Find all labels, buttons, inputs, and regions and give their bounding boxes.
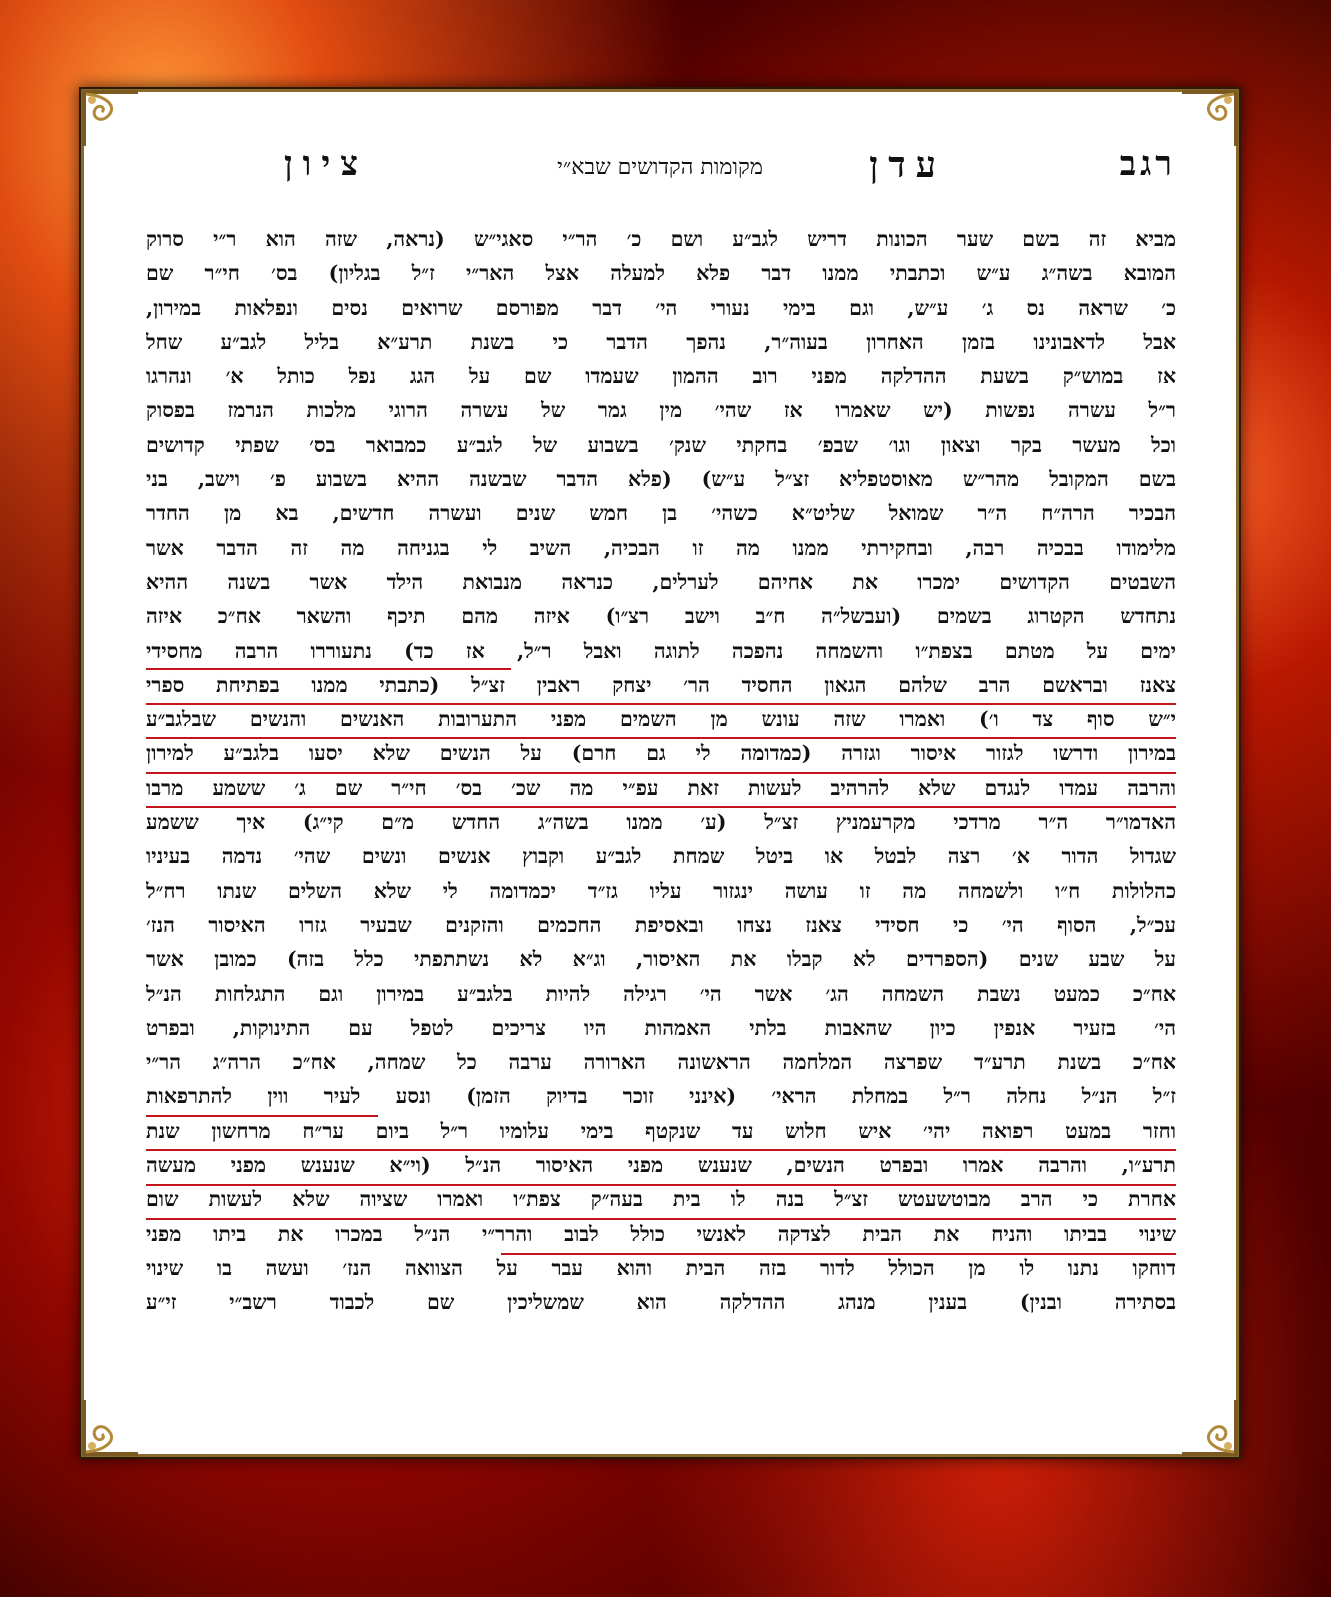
text-line: בסתירה ובנין) בענין מנהג ההדלקה הוא שמשליכין שם לכבוד רשב״י זי״ע — [146, 1290, 1176, 1315]
highlight-underline — [146, 1115, 378, 1117]
text-line: הבכיר הרה״ח ה״ר שמואל שליט״א כשהי׳ בן חמש שנים ועשרה חדשים, בא מן החדר — [146, 501, 1176, 526]
highlight-underline — [146, 668, 511, 670]
header-title-right: רגב — [1119, 144, 1176, 184]
text-line: צאנז ובראשם הרב שלהם הגאון החסיד הר׳ יצחק ראבין זצ״ל (כתבתי ממנו בפתיחת ספרי — [146, 672, 1176, 697]
text-line: האדמו״ר ה״ר מרדכי מקרעמניץ זצ״ל (ע׳ ממנו בשה״ג החדש מ״ם קי״ג) איך ששמע — [146, 810, 1176, 835]
running-header — [144, 144, 1176, 190]
highlight-underline — [146, 703, 1176, 705]
text-line: שגדול הדור א׳ רצה לבטל או ביטל שמחת לגב״ע וקבוץ אנשים ונשים שהי׳ נדמה בעיניו — [146, 844, 1176, 869]
text-line: המובא בשה״ג ע״ש וכתבתי ממנו דבר פלא למעלה אצל האר״י ז״ל בגליון) בס׳ חי״ר שם — [146, 261, 1176, 286]
text-line: אח״כ כמעט נשבת השמחה הג׳ אשר הי׳ רגילה להיות בלגב״ע במירון וגם התגלחות הנ״ל — [146, 981, 1176, 1006]
text-line: על שבע שנים (הספרדים לא קבלו את האיסור, וג״א לא נשתתפתי כלל בזה) כמובן אשר — [146, 947, 1176, 972]
text-line: דוחקו נתנו לו מן הכולל לדור בזה הבית והוא עבר על הצוואה הנז׳ ועשה בו שינוי — [146, 1255, 1176, 1280]
text-line: ר״ל עשרה נפשות (יש שאמרו אז שהי׳ מין גמר של עשרה הרוגי מלכות הנרמז בפסוק — [146, 398, 1176, 423]
highlight-underline — [146, 806, 1176, 808]
text-line: והרבה עמדו לנגדם שלא להרהיב לעשות זאת עפ״י מה שכ׳ בס׳ חי״ר שם ג׳ ששמע מרבו — [146, 775, 1176, 800]
smudge-overlay — [400, 1412, 800, 1438]
highlight-underline — [146, 737, 1176, 739]
corner-ornament-icon — [78, 86, 142, 150]
text-line: וחזר במעט רפואה יהי׳ איש חלוש עד שנקטף בימי עלומיו ר״ל ביום ער״ח מרחשון שנת — [146, 1118, 1176, 1143]
body-text — [146, 222, 1176, 1320]
header-subtitle: מקומות הקדושים שבא״י — [557, 155, 763, 180]
corner-ornament-icon — [78, 1396, 142, 1460]
text-line: נתחדש הקטרוג בשמים (ועבשל״ה ח״ב וישב רצ״ו) איזה מהם תיכף והשאר אח״כ איזה — [146, 604, 1176, 629]
highlight-underline — [146, 772, 1176, 774]
header-title-left: ציון — [284, 144, 369, 184]
text-line: וכל מעשר בקר וצאון וגו׳ שבפ׳ בחקתי שנק׳ בשבוע של לגב״ע כמבואר בס׳ שפתי קדושים — [146, 432, 1176, 457]
text-line: מביא זה בשם שער הכונות דריש לגב״ע ושם כ׳ הר״י סאגי״ש (נראה, שזה הוא ר״י סרוק — [146, 227, 1176, 251]
header-title-center-right: עדן — [869, 144, 946, 186]
text-line: השבטים הקדושים ימכרו את אחיהם לערלים, כנראה מנבואת הילד אשר בשנה ההיא — [146, 569, 1176, 594]
text-line: אז במוש״ק בשעת ההדלקה מפני רוב ההמון שעמדו שם על הגג נפל כותל א׳ ונהרגו — [146, 364, 1176, 389]
text-line: י״ש סוף צד ו׳) ואמרו שזה עונש מן השמים מפני התערובות האנשים והנשים שבלגב״ע — [146, 707, 1176, 732]
text-line: ימים על מטתם בצפת״ו והשמחה נהפכה לתוגה ואבל ר״ל, אז כד) נתעוררו הרבה מחסידי — [146, 638, 1176, 663]
text-line: עכ״ל, הסוף הי׳ כי חסידי צאנז נצחו ובאסיפת החכמים והזקנים שבעיר גזרו האיסור הנז׳ — [146, 912, 1176, 937]
text-line: מלימודו בבכיה רבה, ובחקירתי ממנו מה זו הבכיה, השיב לי בגניחה מה זה הדבר אשר — [146, 535, 1176, 560]
text-line: אבל לדאבונינו בזמן האחרון בעוה״ר, נהפך הדבר כי בשנת תרע״א בליל לגב״ע שחל — [146, 329, 1176, 354]
text-line: אחרת כי הרב מבוטשעטש זצ״ל בנה לו בית בעה״ק צפת״ו ואמרו שציוה שלא לעשות שום — [146, 1187, 1176, 1212]
highlight-underline — [146, 1184, 1176, 1186]
text-line: תרע״ו, והרבה אמרו ובפרט הנשים, שנענש מפני האיסור הנ״ל (וי״א שנענש מפני מעשה — [146, 1153, 1176, 1178]
text-line: שינוי בביתו והניח את הבית לצדקה לאנשי כולל לבוב והרר״י הנ״ל במכרו את ביתו מפני — [146, 1221, 1176, 1246]
page-frame — [84, 92, 1236, 1454]
text-line: במירון ודרשו לגזור איסור וגזרה (כמדומה לי גם חרם) על הנשים שלא יסעו בלגב״ע למירון — [146, 741, 1176, 766]
text-line: כ׳ שראה נס ג׳ ע״ש, וגם בימי נעורי הי׳ דבר מפורסם שרואים נסים ונפלאות במירון, — [146, 295, 1176, 320]
corner-ornament-icon — [1178, 1396, 1242, 1460]
text-line: כהלולות ח״ו ולשמחה מה זו עושה ינגזור עליו גז״ד יכמדומה לי שלא השלים שנתו רח״ל — [146, 878, 1176, 903]
text-line: אח״כ בשנת תרע״ד שפרצה המלחמה הראשונה הארורה ערבה כל שמחה, אח״כ הרה״ג הר״י — [146, 1050, 1176, 1075]
highlight-underline — [501, 1253, 1176, 1255]
text-line: בשם המקובל מהר״ש מאוסטפליא זצ״ל ע״ש) (פלא הדבר שבשנה ההיא בשבוע פ׳ וישב, בני — [146, 467, 1176, 492]
highlight-underline — [146, 1149, 1176, 1151]
highlight-underline — [146, 1218, 1176, 1220]
text-line: ז״ל הנ״ל נחלה ר״ל במחלת הראי׳ (אינני זוכר בדיוק הזמן) ונסע לעיר ווין להתרפאות — [146, 1084, 1176, 1109]
corner-ornament-icon — [1178, 86, 1242, 150]
text-line: הי׳ בזעיר אנפין כיון שהאבות בלתי האמהות היו צריכים לטפל עם התינוקות, ובפרט — [146, 1015, 1176, 1040]
